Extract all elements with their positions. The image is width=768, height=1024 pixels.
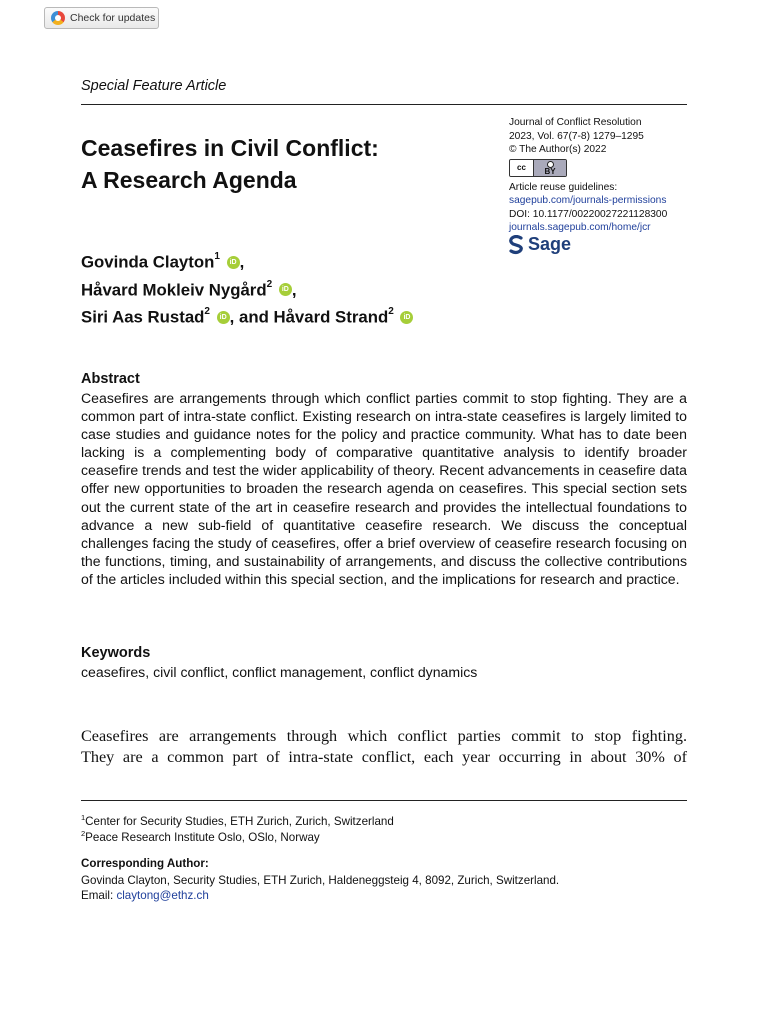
- footnote-divider: [81, 800, 687, 801]
- author-list: [81, 247, 413, 330]
- permissions-link[interactable]: sagepub.com/journals-permissions: [509, 195, 667, 206]
- cc-icon: cc: [510, 160, 534, 176]
- affiliation-sup: 2: [388, 306, 394, 318]
- section-label: Special Feature Article: [81, 78, 227, 94]
- keywords-text: ceasefires, civil conflict, conflict management, conflict dynamics: [81, 664, 478, 680]
- comma: ,: [239, 252, 245, 272]
- journal-name: Journal of Conflict Resolution: [509, 117, 642, 128]
- orcid-icon[interactable]: iD: [400, 311, 413, 324]
- email-link[interactable]: claytong@ethz.ch: [116, 889, 209, 902]
- affiliation-text: Center for Security Studies, ETH Zurich, Zurich, Switzerland: [85, 814, 394, 828]
- title-line-1: Ceasefires in Civil Conflict:: [81, 135, 379, 161]
- title-line-2: A Research Agenda: [81, 167, 297, 193]
- copyright: © The Author(s) 2022: [509, 144, 607, 155]
- author-name: Håvard Strand: [273, 307, 389, 327]
- cc-by-license-icon[interactable]: [509, 159, 567, 177]
- affiliation-sup: 2: [204, 306, 210, 318]
- affiliation-sup: 2: [266, 278, 273, 290]
- email-label: Email:: [81, 889, 117, 902]
- affiliation-2: [81, 826, 320, 845]
- affiliation-sup: 2: [81, 829, 86, 838]
- by-label: BY: [544, 166, 556, 176]
- check-for-updates-button[interactable]: [44, 7, 159, 29]
- author-name: Govinda Clayton: [81, 252, 215, 272]
- sage-s-icon: [508, 235, 524, 255]
- journal-meta: [509, 116, 689, 235]
- author-line-3: [81, 302, 413, 330]
- journal-volume: 2023, Vol. 67(7-8) 1279–1295: [509, 130, 644, 142]
- author-line-1: [81, 247, 413, 275]
- sage-label: Sage: [528, 234, 572, 254]
- corresponding-email-row: [81, 888, 209, 903]
- and-text: , and: [229, 307, 274, 327]
- abstract-text: Ceasefires are arrangements through which conflict parties commit to stop fighting. They are a common part of intra-state conflict. Existing research on intra-state ceasefires is largely limited to case studies and guidance notes for the policy and practice community. What has to date been lacking is a complementing body of comparative quantitative analysis to identify broader ceasefire trends and test the wider applicability of theory. Recent advancements in ceasefire data offer new opportunities to broaden the research agenda on ceasefires. This special section sets out the current state of the art in ceasefire research and provides the intellectual foundations to advance a new sub-field of quantitative ceasefire research. We discuss the conceptual challenges facing the study of ceasefires, offer a brief overview of ceasefire research focusing on the functions, timing, and sustainability of arrangements, and discuss the collective contributions of the articles included within this special section, and the implications for research and practice.: [81, 390, 687, 587]
- affiliation-text: Peace Research Institute Oslo, OSlo, Norway: [85, 830, 320, 844]
- abstract-heading: Abstract: [81, 371, 140, 387]
- doi: DOI: 10.1177/00220027221128300: [509, 208, 668, 220]
- journal-home-link[interactable]: journals.sagepub.com/home/jcr: [509, 222, 651, 233]
- crossmark-icon: [51, 11, 65, 25]
- reuse-guidelines: Article reuse guidelines:: [509, 181, 618, 193]
- intro-line: They are a common part of intra-state conflict, each year occurring in about 30% of: [81, 748, 687, 766]
- intro-paragraph: [81, 726, 687, 768]
- comma: ,: [291, 280, 297, 300]
- corresponding-heading: Corresponding Author:: [81, 857, 209, 870]
- author-name: Siri Aas Rustad: [81, 307, 205, 327]
- corresponding-address: Govinda Clayton, Security Studies, ETH Zurich, Haldeneggsteig 4, 8092, Zurich, Switzerland.: [81, 874, 560, 887]
- orcid-icon[interactable]: iD: [279, 283, 292, 296]
- orcid-icon[interactable]: iD: [227, 256, 240, 269]
- sage-logo: [508, 234, 571, 255]
- affiliation-sup: 1: [214, 251, 220, 262]
- affiliation-sup: 1: [81, 813, 86, 822]
- orcid-icon[interactable]: iD: [217, 311, 230, 324]
- article-title: [81, 132, 481, 196]
- intro-line: Ceasefires are arrangements through which conflict parties commit to stop fighting.: [81, 727, 687, 745]
- author-name: Håvard Mokleiv Nygård: [81, 280, 267, 300]
- keywords-heading: Keywords: [81, 645, 151, 661]
- by-icon: [534, 160, 566, 176]
- check-for-updates-label: Check for updates: [70, 12, 156, 24]
- author-line-2: [81, 275, 413, 303]
- header-divider: [81, 104, 687, 105]
